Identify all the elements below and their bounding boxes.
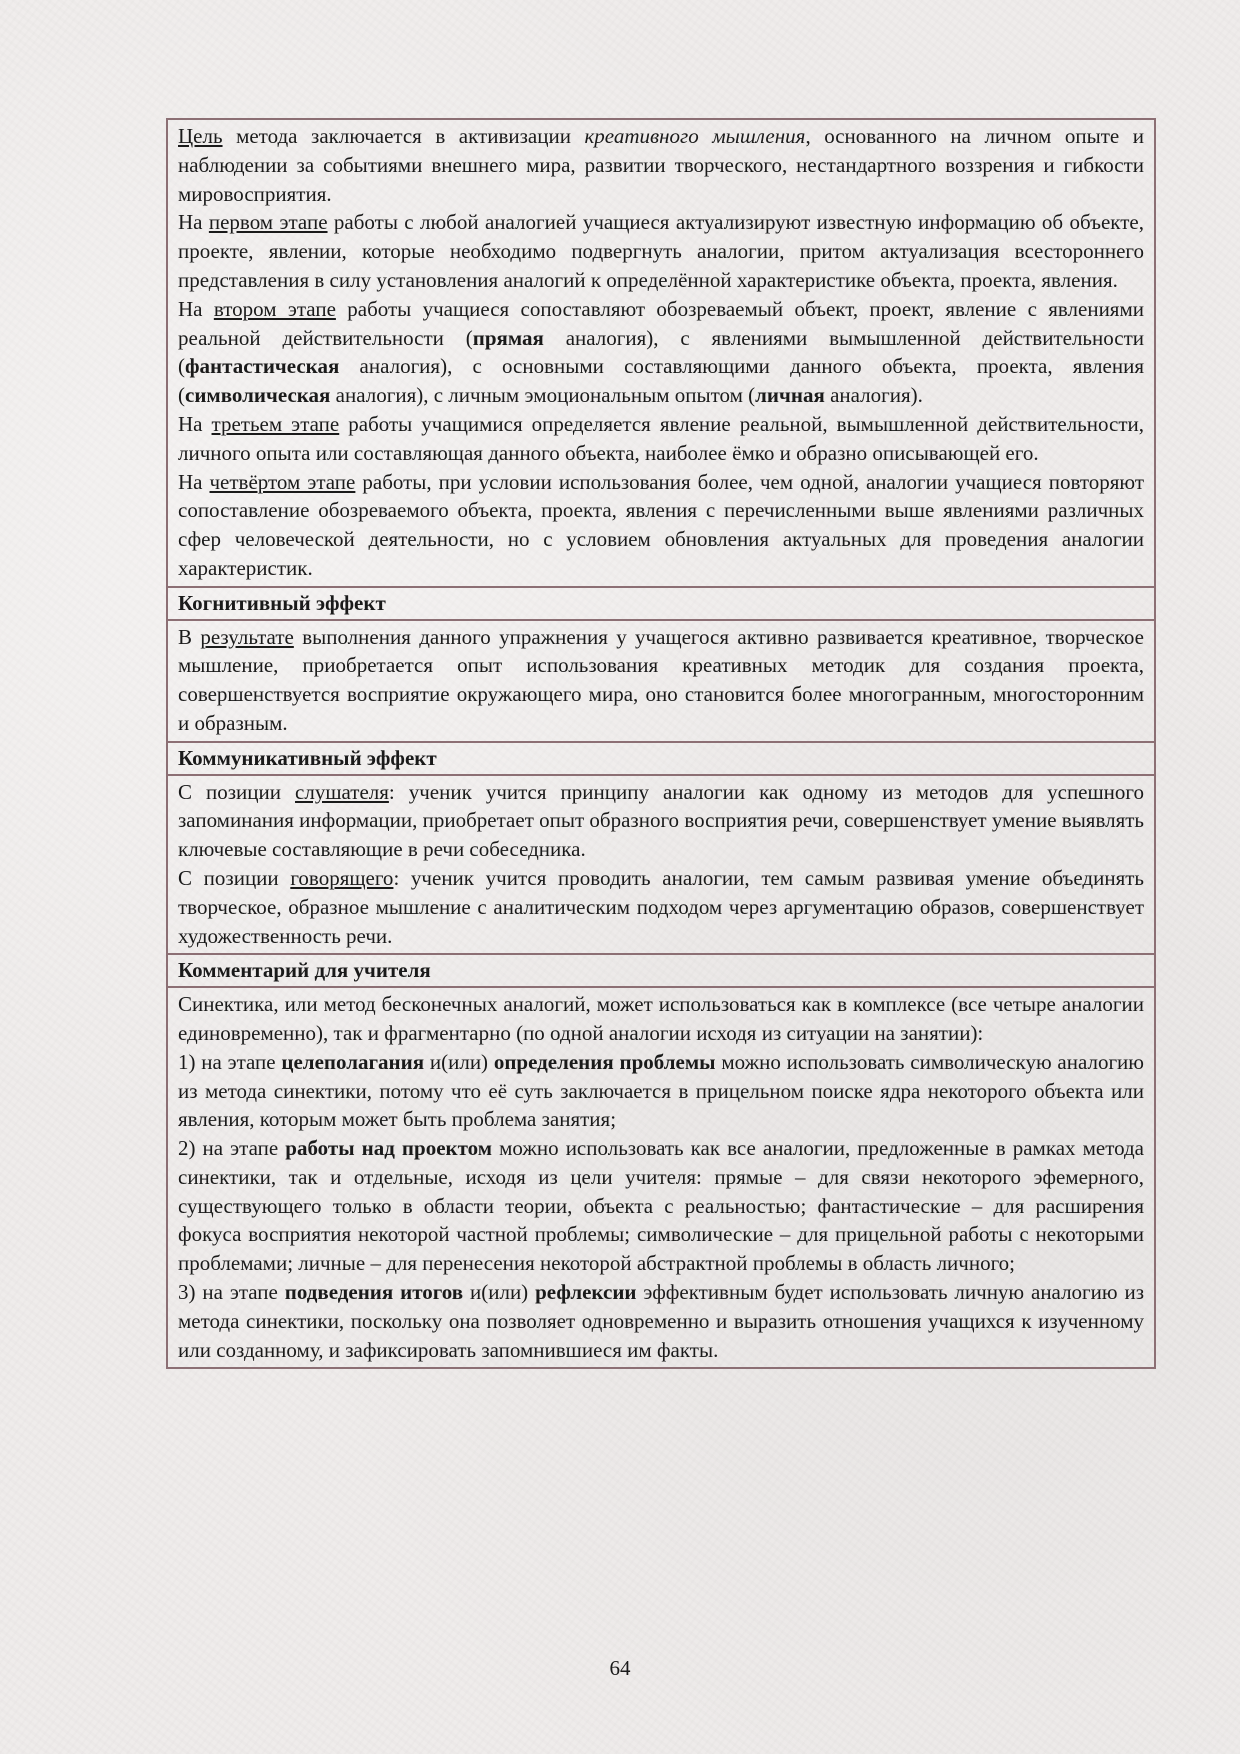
reflection-term: рефлексии: [535, 1280, 637, 1305]
text-span: работы, при условии использования более, чем одной, аналогии учащиеся повторяют сопоставление обозреваемого объекта, проекта, явления с перечисленными выше явлениями различных сфер человеческой деятельности, но с условием обновления актуальных для проведения аналогии характеристик.: [178, 469, 1144, 580]
stage-three-label: третьем этапе: [211, 411, 340, 436]
text-span: эффективным будет использовать личную аналогию из метода синектики, поскольку она позволяет одновременно и выразить отношения учащихся к изученному или созданному, и зафиксировать запомнившиеся им факты.: [178, 1280, 1144, 1362]
page-number: 64: [609, 1656, 631, 1680]
text-span: аналогия), с явлениями вымышленной действительности (: [178, 325, 1145, 379]
listener-label: слушателя: [295, 779, 389, 804]
text-span: На: [178, 296, 214, 321]
teacher-heading: Комментарий для учителя: [167, 954, 1155, 987]
text-span: 2) на этапе: [178, 1136, 286, 1161]
text-span: аналогия), с личным эмоциональным опытом (: [330, 383, 756, 408]
method-goal-paragraph: [178, 122, 1144, 208]
cognitive-heading: Когнитивный эффект: [167, 587, 1155, 620]
text-span: работы учащимися определяется явление реальной, вымышленной действительности, личного опыта или составляющая данного объекта, наиболее ёмко и образно описывающей его.: [178, 411, 1144, 465]
text-span: выполнения данного упражнения у учащегося активно развивается креативное, творческое мышление, приобретается опыт использования креативных методик для создания проекта, совершенствуется восприятие окружающего мира, оно становится более многогранным, многосторонним и образным.: [178, 624, 1144, 735]
teacher-item-1: [178, 1048, 1144, 1134]
method-row: [167, 119, 1155, 587]
stage-four-paragraph: [178, 468, 1144, 583]
text-span: 3) на этапе: [178, 1280, 285, 1305]
text-span: работы учащиеся сопоставляют обозреваемый объект, проект, явление с явлениями реальной действительности (: [178, 296, 1144, 350]
text-span: работы с любой аналогией учащиеся актуализируют известную информацию об объекте, проекте, явлении, которые необходимо подвергнуть аналогии, притом актуализация всестороннего представления в силу установления аналогий к определённой характеристике объекта, проекта, явления.: [178, 210, 1144, 292]
summing-up-term: подведения итогов: [284, 1280, 464, 1305]
result-label: результате: [200, 624, 294, 649]
text-span: : ученик учится проводить аналогии, тем самым развивая умение объединять творческое, образное мышление с аналитическим подходом через аргументацию образов, совершенствует художественность речи.: [178, 865, 1145, 948]
teacher-row: [167, 987, 1155, 1368]
stage-one-paragraph: [178, 208, 1144, 294]
project-work-term: работы над проектом: [285, 1136, 493, 1161]
teacher-intro-paragraph: Синектика, или метод бесконечных аналогий, может использоваться как в комплексе (все четыре аналогии единовременно), так и фрагментарно (по одной аналогии исходя из ситуации на занятии):: [178, 992, 1144, 1045]
personal-analogy-term: личная: [755, 383, 825, 408]
teacher-cell: [167, 987, 1155, 1368]
content-table: [166, 118, 1156, 1369]
text-span: можно использовать как все аналогии, предложенные в рамках метода синектики, так и отдельные, исходя из цели учителя: прямые – для связи некоторого эфемерного, существующего только в области теории, объекта с реальностью; фантастические – для расширения фокуса восприятия некоторой частной проблемы; символические – для прицельной работы с некоторыми проблемами; личные – для перенесения некоторой абстрактной проблемы в область личного;: [178, 1136, 1144, 1276]
text-span: аналогия), с основными составляющими данного объекта, проекта, явления (: [178, 354, 1144, 408]
text-span: : ученик учится принципу аналогии как одному из методов для успешного запоминания информации, приобретает опыт образного восприятия речи, совершенствует умение выявлять ключевые составляющие в речи собеседника.: [178, 779, 1145, 862]
stage-two-label: втором этапе: [213, 296, 336, 321]
problem-definition-term: определения проблемы: [493, 1049, 716, 1074]
cognitive-row: [167, 620, 1155, 742]
text-span: и(или): [424, 1049, 494, 1074]
text-span: С позиции: [178, 865, 291, 890]
stage-one-label: первом этапе: [208, 210, 328, 235]
text-span: 1) на этапе: [178, 1049, 282, 1074]
text-span: метода заключается в активизации: [222, 124, 585, 148]
fantastic-analogy-term: фантастическая: [185, 354, 340, 379]
text-span: В: [178, 624, 201, 649]
stage-two-paragraph: [178, 295, 1144, 410]
text-span: С позиции: [178, 779, 296, 804]
teacher-item-2: [178, 1134, 1144, 1278]
speaker-paragraph: [178, 864, 1144, 950]
communicative-row: [167, 775, 1155, 955]
text-span: На: [178, 469, 210, 494]
cognitive-heading-row: [167, 587, 1155, 620]
text-span: и(или): [463, 1280, 536, 1305]
goal-label: Цель: [178, 124, 223, 148]
symbolic-analogy-term: символическая: [185, 383, 331, 408]
text-span: , основанного на личном опыте и наблюдении за событиями внешнего мира, развитии творческого, нестандартного воззрения и гибкости мировосприятия.: [178, 124, 1144, 206]
text-span: можно использовать символическую аналогию из метода синектики, потому что её суть заключается в прицельном поиске ядра некоторого объекта или явления, которым может быть проблема занятия;: [178, 1049, 1144, 1132]
goal-setting-term: целеполагания: [281, 1049, 425, 1074]
creative-thinking-term: креативного мышления: [584, 124, 806, 148]
method-cell: [167, 119, 1155, 587]
cognitive-cell: [167, 620, 1155, 742]
teacher-item-3: [178, 1278, 1144, 1364]
communicative-cell: [167, 775, 1155, 955]
stage-four-label: четвёртом этапе: [209, 469, 356, 494]
direct-analogy-term: прямая: [472, 325, 544, 350]
communicative-heading-row: [167, 742, 1155, 775]
communicative-heading: Коммуникативный эффект: [167, 742, 1155, 775]
teacher-heading-row: [167, 954, 1155, 987]
text-span: На: [178, 411, 212, 436]
cognitive-paragraph: [178, 623, 1144, 738]
stage-three-paragraph: [178, 410, 1144, 468]
listener-paragraph: [178, 778, 1144, 864]
text-span: На: [178, 210, 209, 235]
speaker-label: говорящего: [290, 865, 394, 890]
text-span: аналогия).: [824, 383, 923, 408]
